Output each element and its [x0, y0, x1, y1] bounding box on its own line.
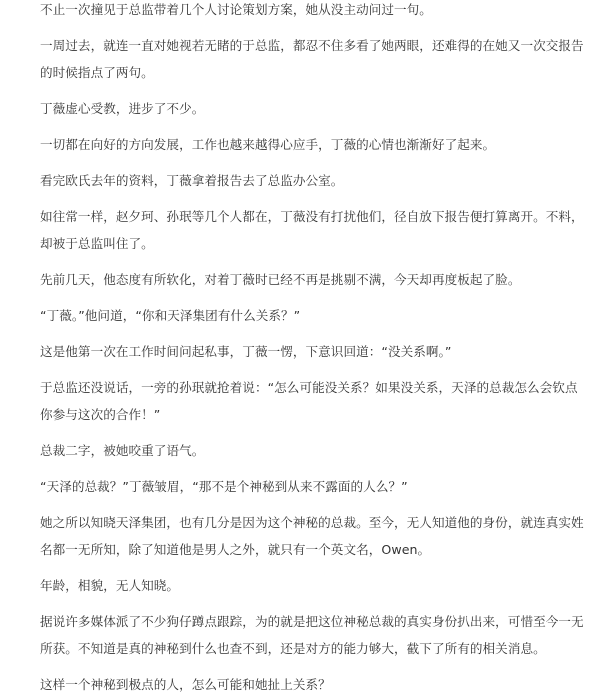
paragraph-16: 这样一个神秘到极点的人，怎么可能和她扯上关系？	[40, 677, 331, 692]
paragraph-15: 据说许多媒体派了不少狗仔蹲点跟踪，为的就是把这位神秘总裁的真实身份扒出来，可惜至今一无所获。不知道是真的神秘到什么也查不到，还是对方的能力够大，截下了所有的相关消息。	[40, 614, 584, 656]
paragraph-8: “丁薇。”他问道，“你和天泽集团有什么关系？”	[40, 308, 301, 323]
paragraph-5: 看完欧氏去年的资料，丁薇拿着报告去了总监办公室。	[40, 173, 344, 188]
paragraph-3: 丁薇虚心受教，进步了不少。	[40, 101, 205, 116]
paragraph-10: 于总监还没说话，一旁的孙珉就抢着说：“怎么可能没关系？如果没关系，天泽的总裁怎么会钦点你参与这次的合作！”	[40, 380, 578, 422]
paragraph-6: 如往常一样，赵夕珂、孙珉等几个人都在，丁薇没有打扰他们，径自放下报告便打算离开。不料，却被于总监叫住了。	[40, 209, 584, 251]
paragraph-1: 不止一次撞见于总监带着几个人讨论策划方案，她从没主动问过一句。	[40, 2, 432, 17]
paragraph-13: 她之所以知晓天泽集团，也有几分是因为这个神秘的总裁。至今，无人知道他的身份，就连真实姓名都一无所知，除了知道他是男人之外，就只有一个英文名，Owen。	[40, 515, 584, 557]
paragraph-2: 一周过去，就连一直对她视若无睹的于总监，都忍不住多看了她两眼，还难得的在她又一次交报告的时候指点了两句。	[40, 38, 584, 80]
paragraph-4: 一切都在向好的方向发展，工作也越来越得心应手，丁薇的心情也渐渐好了起来。	[40, 137, 496, 152]
paragraph-7: 先前几天，他态度有所软化，对着丁薇时已经不再是挑剔不满，今天却再度板起了脸。	[40, 272, 521, 287]
paragraph-11: 总裁二字，被她咬重了语气。	[40, 443, 205, 458]
paragraph-9: 这是他第一次在工作时间问起私事，丁薇一愣，下意识回道：“没关系啊。”	[40, 344, 452, 359]
paragraph-14: 年龄，相貌，无人知晓。	[40, 578, 180, 593]
paragraph-12: “天泽的总裁？”丁薇皱眉，“那不是个神秘到从来不露面的人么？”	[40, 479, 408, 494]
